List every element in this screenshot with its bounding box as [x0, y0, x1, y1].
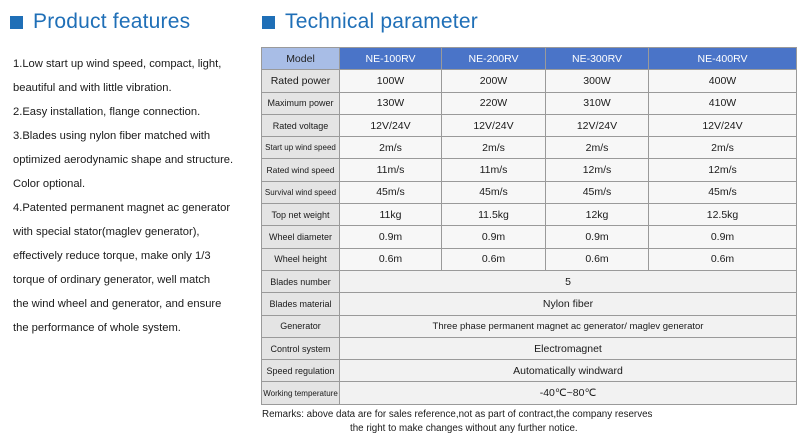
table-cell: 11kg — [340, 204, 442, 226]
table-cell: 300W — [546, 70, 649, 92]
table-cell: 2m/s — [649, 137, 797, 159]
table-row — [262, 226, 797, 248]
table-cell: 0.6m — [442, 248, 546, 270]
table-cell: 0.9m — [442, 226, 546, 248]
feature-line: beautiful and with little vibration. — [13, 82, 172, 94]
table-cell: 2m/s — [340, 137, 442, 159]
table-row — [262, 270, 797, 292]
table-row — [262, 114, 797, 136]
feature-line: torque of ordinary generator, well match — [13, 274, 211, 286]
technical-parameter-title: Technical parameter — [285, 10, 478, 33]
header-cell-model-name: NE-200RV — [442, 48, 546, 70]
feature-line: the performance of whole system. — [13, 322, 181, 334]
feature-line: the wind wheel and generator, and ensure — [13, 298, 222, 310]
table-row — [262, 315, 797, 337]
table-cell: 220W — [442, 92, 546, 114]
table-cell: 130W — [340, 92, 442, 114]
remarks-note — [262, 408, 782, 436]
table-row — [262, 181, 797, 203]
table-cell: 11m/s — [340, 159, 442, 181]
product-features-heading — [10, 10, 190, 34]
table-row — [262, 92, 797, 114]
table-cell: 0.9m — [546, 226, 649, 248]
feature-line: optimized aerodynamic shape and structure. — [13, 154, 234, 166]
table-cell: 0.9m — [649, 226, 797, 248]
table-cell: 12m/s — [649, 159, 797, 181]
table-row — [262, 293, 797, 315]
table-cell: 11.5kg — [442, 204, 546, 226]
table-header-row — [262, 48, 797, 70]
table-cell: 0.6m — [546, 248, 649, 270]
row-label: Maximum power — [262, 92, 340, 114]
remarks-line: Remarks: above data are for sales reference,not as part of contract,the company reserves — [262, 409, 653, 420]
header-cell-model-name: NE-300RV — [546, 48, 649, 70]
table-row — [262, 70, 797, 92]
table-cell: 45m/s — [649, 181, 797, 203]
table-cell: -40℃~80℃ — [340, 382, 797, 404]
product-features-title: Product features — [33, 10, 191, 33]
header-cell-model-name: NE-100RV — [340, 48, 442, 70]
row-label: Working temperature — [262, 382, 340, 404]
row-label: Wheel height — [262, 248, 340, 270]
table-cell: 12V/24V — [649, 114, 797, 136]
table-row — [262, 137, 797, 159]
table-cell: 12V/24V — [340, 114, 442, 136]
feature-line: 3.Blades using nylon fiber matched with — [13, 130, 211, 142]
feature-line: effectively reduce torque, make only 1/3 — [13, 250, 211, 262]
table-cell: Automatically windward — [340, 360, 797, 382]
row-label: Blades material — [262, 293, 340, 315]
table-cell: 45m/s — [340, 181, 442, 203]
table-cell: 12kg — [546, 204, 649, 226]
heading-square-icon — [262, 16, 275, 29]
technical-parameter-heading — [262, 10, 478, 34]
table-cell: 12V/24V — [442, 114, 546, 136]
row-label: Rated power — [262, 70, 340, 92]
table-cell: 45m/s — [546, 181, 649, 203]
table-cell: 45m/s — [442, 181, 546, 203]
table-cell: 0.6m — [340, 248, 442, 270]
row-label: Start up wind speed — [262, 137, 340, 159]
header-cell-model: Model — [262, 48, 340, 70]
table-cell: Electromagnet — [340, 337, 797, 359]
table-row — [262, 360, 797, 382]
table-cell: 11m/s — [442, 159, 546, 181]
row-label: Survival wind speed — [262, 181, 340, 203]
table-cell: Three phase permanent magnet ac generator/ maglev generator — [340, 315, 797, 337]
table-cell: 410W — [649, 92, 797, 114]
row-label: Blades number — [262, 270, 340, 292]
feature-line: with special stator(maglev generator), — [13, 226, 200, 238]
table-cell: 5 — [340, 270, 797, 292]
table-cell: 12.5kg — [649, 204, 797, 226]
row-label: Generator — [262, 315, 340, 337]
table-cell: 12m/s — [546, 159, 649, 181]
table-cell: 2m/s — [546, 137, 649, 159]
row-label: Rated voltage — [262, 114, 340, 136]
table-row — [262, 337, 797, 359]
header-cell-model-name: NE-400RV — [649, 48, 797, 70]
table-row — [262, 382, 797, 404]
row-label: Control system — [262, 337, 340, 359]
table-cell: 200W — [442, 70, 546, 92]
table-row — [262, 204, 797, 226]
feature-line: 2.Easy installation, flange connection. — [13, 106, 201, 118]
row-label: Rated wind speed — [262, 159, 340, 181]
remarks-line: the right to make changes without any further notice. — [350, 423, 578, 434]
table-cell: 0.9m — [340, 226, 442, 248]
table-cell: 400W — [649, 70, 797, 92]
features-list — [13, 52, 253, 340]
feature-line: 4.Patented permanent magnet ac generator — [13, 202, 231, 214]
row-label: Wheel diameter — [262, 226, 340, 248]
feature-line: 1.Low start up wind speed, compact, light, — [13, 58, 222, 70]
heading-square-icon — [10, 16, 23, 29]
table-row — [262, 248, 797, 270]
feature-line: Color optional. — [13, 178, 86, 190]
table-cell: 0.6m — [649, 248, 797, 270]
table-row — [262, 159, 797, 181]
row-label: Speed regulation — [262, 360, 340, 382]
table-cell: 310W — [546, 92, 649, 114]
table-cell: Nylon fiber — [340, 293, 797, 315]
table-cell: 12V/24V — [546, 114, 649, 136]
spec-table — [261, 47, 797, 405]
table-cell: 2m/s — [442, 137, 546, 159]
row-label: Top net weight — [262, 204, 340, 226]
table-cell: 100W — [340, 70, 442, 92]
